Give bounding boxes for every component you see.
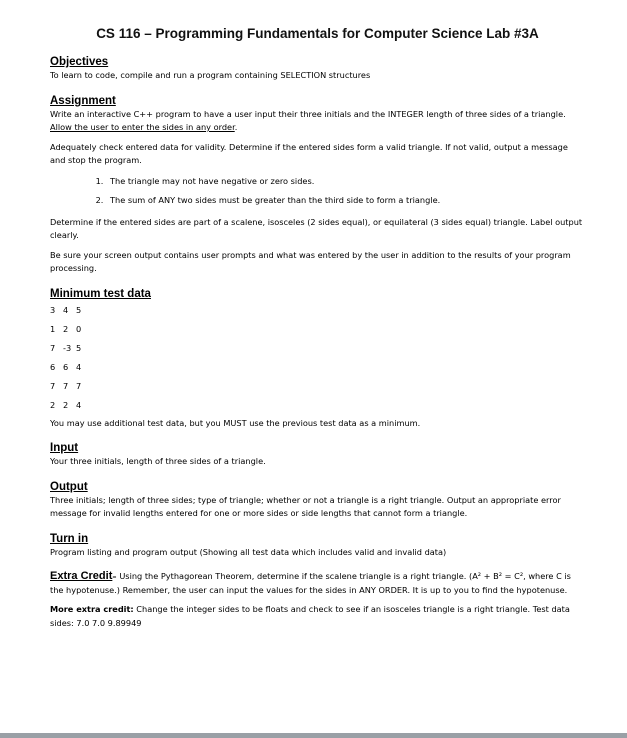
- assignment-section: [50, 94, 585, 276]
- test-value: 4: [76, 399, 82, 410]
- more-extra-credit-text: Change the integer sides to be floats and check to see if an isosceles triangle is a right triangle. Test data sides: 7.0 7.0 9.89949: [50, 604, 570, 628]
- test-value: 2: [50, 399, 56, 410]
- more-extra-credit-paragraph: [50, 603, 585, 630]
- objectives-section: [50, 55, 585, 83]
- test-data-row: [50, 339, 585, 358]
- input-text: Your three initials, length of three sides of a triangle.: [50, 456, 266, 466]
- objectives-text: To learn to code, compile and run a program containing SELECTION structures: [50, 70, 371, 80]
- test-value: 5: [76, 342, 82, 353]
- output-heading: Output: [50, 480, 88, 493]
- assignment-paragraph-3: Determine if the entered sides are part of a scalene, isosceles (2 sides equal), or equilateral (3 sides equal) triangle. Label output clearly.: [50, 216, 583, 240]
- output-text: Three initials; length of three sides; type of triangle; whether or not a triangle is a right triangle. Output an appropriate error message for invalid lengths entered for one or more sides or side lengths that cannot form a triangle.: [50, 494, 561, 518]
- test-value: 2: [63, 323, 69, 334]
- page-title: CS 116 – Programming Fundamentals for Computer Science Lab #3A: [96, 26, 539, 41]
- objectives-heading: Objectives: [50, 56, 109, 68]
- test-value: 7: [50, 380, 56, 391]
- test-data-row: [50, 301, 585, 320]
- input-heading: Input: [50, 442, 79, 454]
- test-value: 0: [76, 323, 82, 334]
- test-value: 6: [50, 361, 56, 372]
- more-extra-credit-label: More extra credit:: [50, 604, 134, 614]
- assignment-paragraph-2: Adequately check entered data for validity. Determine if the entered sides form a valid triangle. If not valid, output a message and stop the program.: [50, 141, 568, 165]
- validity-rules-list: [50, 172, 585, 210]
- validity-rule-item: 2. The sum of ANY two sides must be greater than the third side to form a triangle.: [106, 191, 585, 210]
- extra-credit-heading: Extra Credit: [50, 570, 113, 582]
- test-value: 7: [76, 380, 82, 391]
- test-value: 4: [76, 361, 82, 372]
- extra-credit-dash: –: [112, 571, 120, 581]
- turn-in-heading: Turn in: [50, 532, 89, 545]
- test-data-row: [50, 358, 585, 377]
- test-value: 1: [50, 323, 56, 334]
- test-value: 5: [76, 304, 82, 315]
- validity-rule-item: 1. The triangle may not have negative or zero sides.: [106, 172, 585, 191]
- output-section: [50, 480, 585, 521]
- test-data-note: You may use additional test data, but you MUST use the previous test data as a minimum.: [50, 417, 421, 428]
- assignment-p1-end: .: [234, 122, 238, 132]
- assignment-paragraph-4: Be sure your screen output contains user prompts and what was entered by the user in addition to the results of your program processing.: [50, 249, 571, 273]
- assignment-heading: Assignment: [50, 94, 116, 107]
- input-section: [50, 441, 585, 469]
- test-data-row: [50, 377, 585, 396]
- assignment-p1-main: Write an interactive C++ program to have a user input their three initials and the INTEGER length of three sides of a triangle.: [50, 108, 566, 119]
- document-page: [50, 26, 585, 630]
- turn-in-section: [50, 532, 585, 560]
- test-value: 2: [63, 399, 69, 410]
- extra-credit-text: Using the Pythagorean Theorem, determine if the scalene triangle is a right triangle. (A² + B² = C², where C is the hypotenuse.) Remember, the user can input the values for the sides in ANY ORDER. It is up to you to find the hypotenuse.: [50, 571, 571, 595]
- test-value: 3: [50, 304, 56, 315]
- test-value: 4: [63, 304, 69, 315]
- assignment-paragraph-1: [50, 108, 585, 135]
- test-data-row: [50, 396, 585, 415]
- test-value: 7: [63, 380, 69, 391]
- test-value: 6: [63, 361, 69, 372]
- test-data-row: [50, 320, 585, 339]
- extra-credit-section: [50, 570, 585, 630]
- test-value: 7: [50, 342, 56, 353]
- turn-in-text: Program listing and program output (Showing all test data which includes valid and invalid data): [50, 546, 447, 557]
- test-data-section: [50, 287, 585, 431]
- test-data-heading: Minimum test data: [50, 287, 151, 300]
- page-bottom-border: [0, 733, 627, 738]
- assignment-p1-underlined: Allow the user to enter the sides in any order: [50, 122, 235, 132]
- extra-credit-paragraph: [50, 570, 585, 597]
- test-value: -3: [63, 342, 72, 353]
